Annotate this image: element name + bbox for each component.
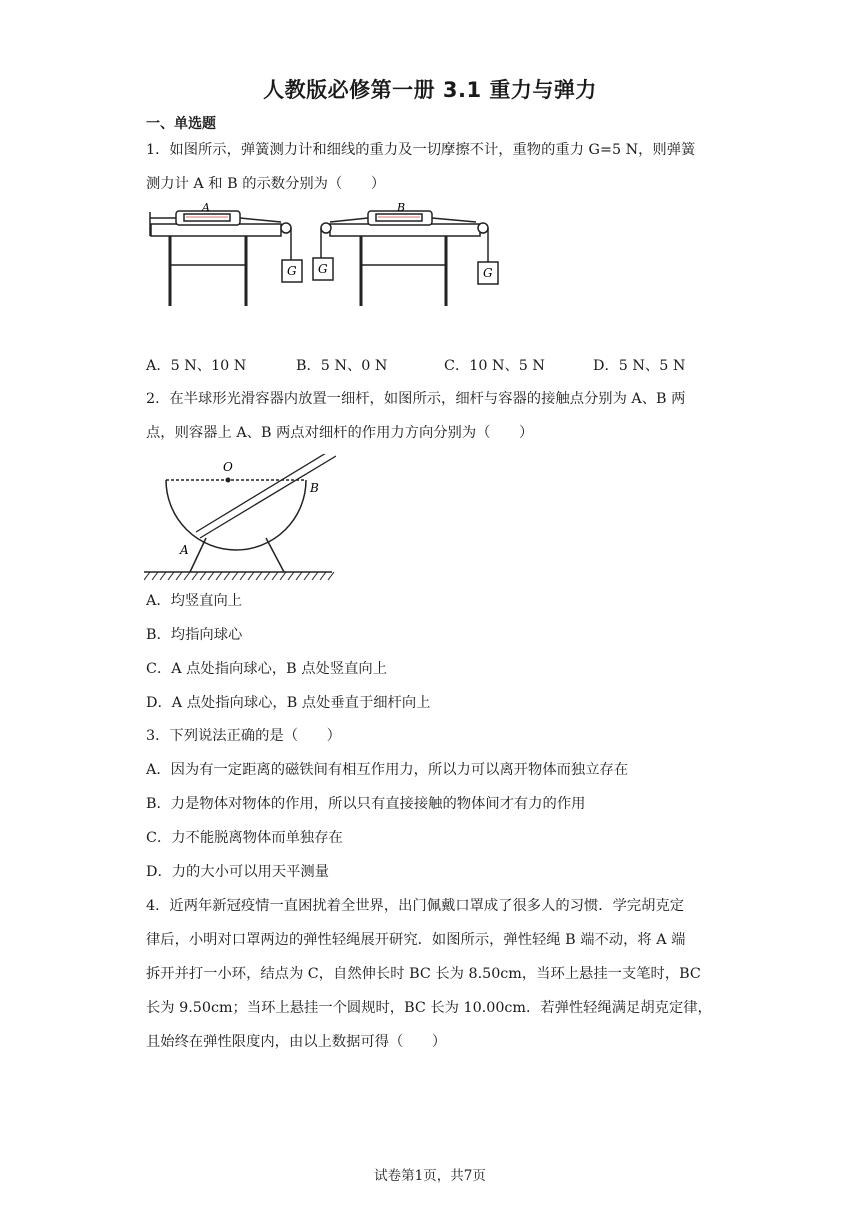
q4-stem-line5: 且始终在弹性限度内，由以上数据可得（ ） [146, 1034, 447, 1050]
page-footer: 试卷第1页，共7页 [374, 1168, 486, 1184]
q1-stem-line2: 测力计 A 和 B 的示数分别为（ ） [146, 176, 386, 192]
q4-stem-line2: 律后，小明对口罩两边的弹性轻绳展开研究．如图所示，弹性轻绳 B 端不动，将 A 端 [146, 932, 686, 948]
q4-stem-line4: 长为 9.50cm；当环上悬挂一个圆规时，BC 长为 10.00cm．若弹性轻绳满足胡克定律， [146, 1000, 712, 1016]
q1-label-g3: G [483, 266, 493, 280]
q2-label-b: B [310, 481, 319, 495]
section-heading: 一、单选题 [146, 116, 216, 132]
q1-left-apparatus [150, 211, 302, 306]
q2-option-c[interactable]: C．A 点处指向球心，B 点处竖直向上 [146, 661, 388, 677]
q4-stem-line3: 拆开并打一小环，结点为 C，自然伸长时 BC 长为 8.50cm，当环上悬挂一支笔时，BC [146, 966, 701, 982]
q3-option-b[interactable]: B．力是物体对物体的作用，所以只有直接接触的物体间才有力的作用 [146, 796, 586, 812]
q2-figure [144, 454, 336, 584]
center-point [226, 478, 231, 483]
q1-option-b[interactable]: B．5 N、0 N [296, 358, 388, 374]
q2-label-a: A [180, 543, 189, 557]
q1-label-g2: G [318, 262, 328, 276]
q2-stem-line2: 点，则容器上 A、B 两点对细杆的作用力方向分别为（ ） [146, 425, 534, 441]
q1-label-a: A [202, 201, 210, 214]
q3-stem: 3．下列说法正确的是（ ） [146, 728, 341, 744]
q2-option-b[interactable]: B．均指向球心 [146, 627, 243, 643]
q1-right-apparatus [313, 211, 498, 306]
q2-option-a[interactable]: A．均竖直向上 [146, 593, 243, 609]
q1-stem-line1: 1．如图所示，弹簧测力计和细线的重力及一切摩擦不计，重物的重力 G=5 N，则弹簧 [146, 142, 696, 158]
q2-option-d[interactable]: D．A 点处指向球心，B 点处垂直于细杆向上 [146, 695, 431, 711]
q1-label-b: B [397, 201, 406, 214]
q3-option-c[interactable]: C．力不能脱离物体而单独存在 [146, 830, 343, 846]
q2-stem-line1: 2．在半球形光滑容器内放置一细杆，如图所示，细杆与容器的接触点分别为 A、B 两 [146, 391, 686, 407]
q3-option-a[interactable]: A．因为有一定距离的磁铁间有相互作用力，所以力可以离开物体而独立存在 [146, 762, 629, 778]
q2-label-o: O [223, 460, 233, 474]
q1-option-c[interactable]: C．10 N、5 N [444, 358, 545, 374]
q1-option-d[interactable]: D．5 N、5 N [593, 358, 686, 374]
q1-figure [146, 200, 506, 312]
q4-stem-line1: 4．近两年新冠疫情一直困扰着全世界，出门佩戴口罩成了很多人的习惯．学完胡克定 [146, 898, 685, 914]
q1-label-g1: G [287, 264, 297, 278]
q3-option-d[interactable]: D．力的大小可以用天平测量 [146, 864, 330, 880]
page-title: 人教版必修第一册 3.1 重力与弹力 [263, 78, 597, 102]
q1-option-a[interactable]: A．5 N、10 N [146, 358, 247, 374]
